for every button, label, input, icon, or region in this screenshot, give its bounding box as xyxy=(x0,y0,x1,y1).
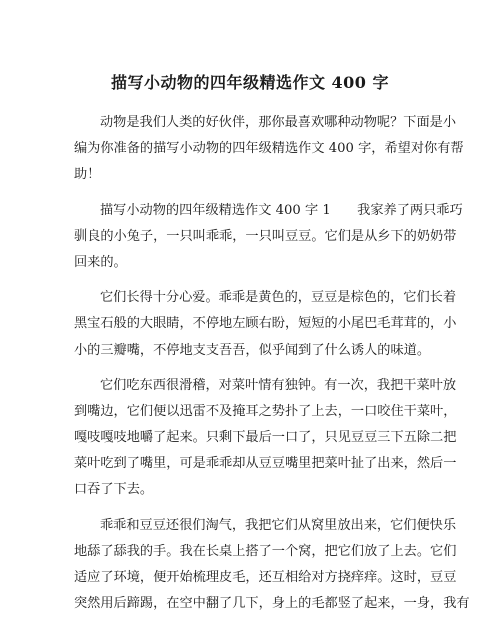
text-line: 动物是我们人类的好伙伴，那你最喜欢哪种动物呢？下面是小 xyxy=(100,115,457,130)
text-line: 菜叶吃到了嘴里，可是乖乖却从豆豆嘴里把菜叶扯了出来，然后一 xyxy=(74,456,457,472)
text-line: 回来的。 xyxy=(74,254,127,270)
text-line: 到嘴边，它们便以迅雷不及掩耳之势扑了上去，一口咬住干菜叶， xyxy=(74,403,457,419)
text-line: 它们长得十分心爱。乖乖是黄色的，豆豆是棕色的，它们长着 xyxy=(100,290,457,306)
document-body xyxy=(74,110,470,626)
text-line: 驯良的小兔子，一只叫乖乖，一只叫豆豆。它们是从乡下的奶奶带 xyxy=(74,228,457,244)
text-line: 口吞了下去。 xyxy=(74,482,154,498)
text-line: 地舔了舔我的手。我在长桌上搭了一个窝，把它们放了上去。它们 xyxy=(74,543,457,559)
paragraph-1 xyxy=(74,198,463,277)
text-line: 黑宝石般的大眼睛，不停地左顾右盼，短短的小尾巴毛茸茸的，小 xyxy=(74,316,457,332)
text-line: 描写小动物的四年级精选作文 400 字 1 我家养了两只乖巧 xyxy=(100,202,463,218)
paragraph-intro xyxy=(74,110,464,189)
text-line: 突然用后蹄踢，在空中翻了几下，身上的毛都竖了起来，一身，我有 xyxy=(74,596,470,612)
text-line: 小的三瓣嘴，不停地支支吾吾，似乎闻到了什么诱人的味道。 xyxy=(74,342,431,358)
paragraph-4 xyxy=(74,513,470,618)
text-line: 乖乖和豆豆还很们淘气，我把它们从窝里放出来，它们便快乐 xyxy=(100,517,457,533)
text-line: 它们吃东西很滑稽，对菜叶情有独钟。有一次，我把干菜叶放 xyxy=(100,377,457,393)
text-line: 助！ xyxy=(74,167,101,183)
text-line: 适应了环境，便开始梳理皮毛，还互相给对方挠痒痒。这时，豆豆 xyxy=(74,570,457,585)
paragraph-2 xyxy=(74,285,457,364)
document-title: 描写小动物的四年级精选作文 400 字 xyxy=(110,73,390,92)
text-line: 嘎吱嘎吱地嚼了起来。只剩下最后一口了，只见豆豆三下五除二把 xyxy=(74,430,457,446)
text-line: 编为你准备的描写小动物的四年级精选作文 400 字，希望对你有帮 xyxy=(74,141,464,157)
paragraph-3 xyxy=(74,373,457,504)
